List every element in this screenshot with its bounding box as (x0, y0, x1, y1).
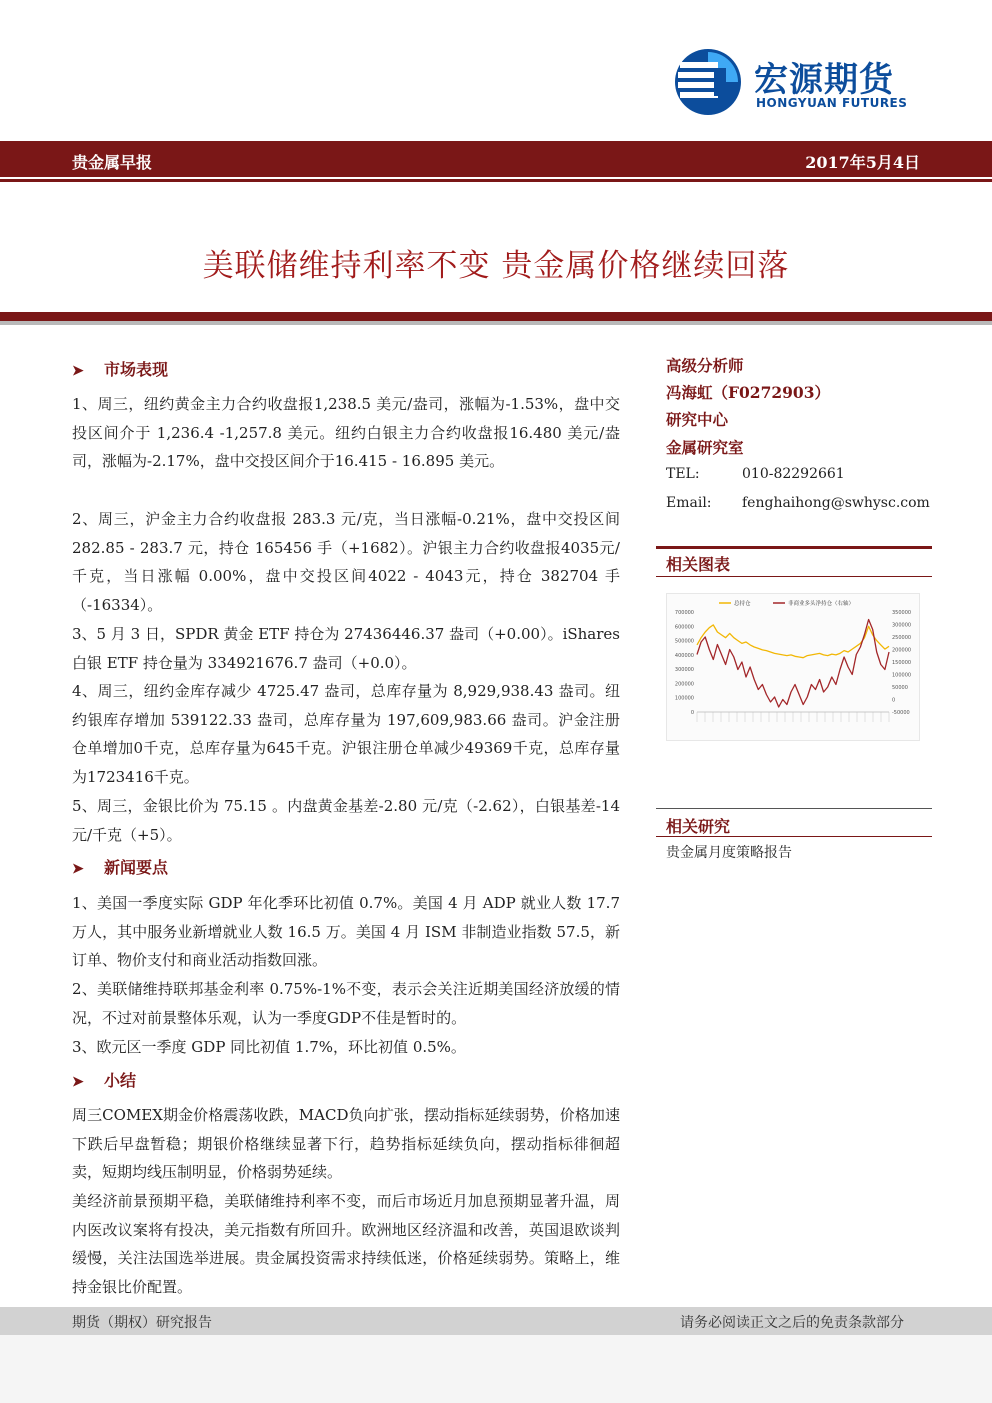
section-heading-summary (72, 1068, 136, 1091)
left-axis-tick-label: 100000 (674, 695, 694, 702)
positions-chart-svg (667, 594, 921, 742)
email-link[interactable]: fenghaihong@swhysc.com (742, 495, 930, 511)
related-charts-header (666, 546, 932, 576)
series-line (697, 620, 889, 708)
logo-name-cn: 宏源期货 (754, 60, 894, 100)
category-bar (0, 141, 992, 177)
footer-disclaimer: 请务必阅读正文之后的免责条款部分 (680, 1315, 904, 1331)
right-axis-tick-label: 150000 (892, 660, 912, 666)
summary-paragraph-2: 美经济前景预期平稳，美联储维持利率不变，而后市场近月加息预期显著升温，周内医改议案将有投决，美元指数有所回升。欧洲地区经济温和改善，英国退欧谈判缓慢，关注法国选举进展。贵金属投资需求持续低迷，价格延续弱势。策略上，维持金银比价配置。 (72, 1192, 620, 1296)
right-axis-tick-label: 350000 (892, 610, 912, 616)
market-paragraph-4: 4、周三，纽约金库存减少 4725.47 盎司，总库存量为 8,929,938.43 盎司。纽约银库存增加 539122.33 盎司，总库存量为 197,609,983.66 盎司。沪金注册仓单增加0千克，总库存量为645千克。沪银注册仓单减少49369千克，总库存量为1723416千克。 (72, 682, 620, 786)
left-axis-tick-label: 200000 (674, 681, 694, 688)
right-axis-tick-label: 50000 (892, 685, 908, 691)
right-axis-tick-label: 100000 (892, 672, 912, 679)
right-axis-tick-label: 0 (892, 697, 896, 704)
right-axis-tick-label: 250000 (892, 635, 912, 641)
arrow-bullet-icon: ➤ (72, 363, 84, 379)
page-header (0, 0, 992, 140)
news-paragraph-2: 2、美联储维持联邦基金利率 0.75%-1%不变，表示会关注近期美国经济放缓的情况，不过对前景整体乐观，认为一季度GDP不佳是暂时的。 (72, 980, 620, 1027)
legend-label: 总持仓 (734, 601, 751, 607)
report-body (0, 325, 992, 1307)
header-rule (656, 808, 932, 809)
market-paragraph-3: 3、5 月 3 日，SPDR 黄金 ETF 持仓为 27436446.37 盎司（+0.00）。iShares 白银 ETF 持仓量为 334921676.7 盎司（+0.0）。 (72, 625, 620, 672)
left-axis-tick-label: 600000 (674, 624, 694, 631)
arrow-bullet-icon: ➤ (72, 1074, 84, 1090)
logo-name-en: HONGYUAN FUTURES (756, 96, 908, 110)
header-underline (656, 836, 932, 837)
positions-chart (666, 593, 920, 741)
header-underline (656, 576, 932, 577)
related-research-link[interactable]: 贵金属月度策略报告 (666, 845, 792, 861)
legend-label: 非商业多头净持仓（右轴） (788, 601, 855, 607)
section-heading-market (72, 357, 168, 380)
email-row (666, 495, 930, 511)
section-title: 市场表现 (104, 360, 169, 379)
company-logo (674, 46, 924, 118)
hongyuan-logo-icon (674, 48, 742, 116)
title-divider (0, 312, 992, 321)
news-paragraph-1: 1、美国一季度实际 GDP 年化季环比初值 0.7%。美国 4 月 ADP 就业人数 17.7 万人，其中服务业新增就业人数 16.5 万。美国 4 月 ISM 非制造业指数 57.5，新订单、物价支付和商业活动指数回涨。 (72, 894, 620, 970)
page-bottom-margin (0, 1335, 992, 1403)
tel-row (666, 466, 845, 482)
section-title: 小结 (104, 1071, 137, 1090)
market-paragraph-5: 5、周三，金银比价为 75.15 。内盘黄金基差-2.80 元/克（-2.62），白银基差-14 元/千克（+5）。 (72, 797, 620, 844)
right-axis-tick-label: 300000 (892, 622, 912, 629)
related-charts-title: 相关图表 (666, 555, 731, 574)
analyst-name: 冯海虹（F0272903） (666, 383, 830, 402)
header-rule (656, 546, 932, 549)
tel-value: 010-82292661 (742, 466, 845, 482)
report-date: 2017年5月4日 (805, 153, 920, 172)
tel-label: TEL: (666, 466, 700, 482)
page-footer (0, 1307, 992, 1335)
right-axis-tick-label: 200000 (892, 647, 912, 654)
sub-department: 金属研究室 (666, 438, 744, 457)
market-paragraph-2: 2、周三，沪金主力合约收盘报 283.3 元/克，当日涨幅-0.21%，盘中交投区间 282.85 - 283.7 元，持仓 165456 手（+1682）。沪银主力合约收盘报4035元/千克，当日涨幅 0.00%，盘中交投区间4022 - 4043元，持仓 382704 手（-16334）。 (72, 510, 620, 614)
series-line (697, 625, 889, 658)
right-axis-tick-label: -50000 (892, 710, 910, 716)
summary-paragraph-1: 周三COMEX期金价格震荡收跌，MACD负向扩张，摆动指标延续弱势，价格加速下跌后早盘暂稳；期银价格继续显著下行，趋势指标延续负向，摆动指标徘徊超卖，短期均线压制明显，价格弱势延续。 (72, 1106, 620, 1182)
left-axis-tick-label: 400000 (674, 652, 694, 659)
department: 研究中心 (666, 410, 729, 429)
left-axis-tick-label: 300000 (674, 667, 694, 674)
analyst-role: 高级分析师 (666, 356, 744, 375)
related-research-title: 相关研究 (666, 817, 731, 836)
report-category: 贵金属早报 (72, 153, 153, 172)
related-research-header (666, 808, 932, 838)
section-title: 新闻要点 (104, 858, 169, 877)
left-axis-tick-label: 500000 (674, 638, 694, 645)
section-heading-news (72, 855, 168, 878)
news-paragraph-3: 3、欧元区一季度 GDP 同比初值 1.7%，环比初值 0.5%。 (72, 1038, 466, 1056)
arrow-bullet-icon: ➤ (72, 861, 84, 877)
left-axis-tick-label: 0 (690, 710, 694, 716)
report-title: 美联储维持利率不变 贵金属价格继续回落 (202, 248, 790, 284)
title-area (0, 182, 992, 312)
email-label: Email: (666, 495, 712, 511)
left-axis-tick-label: 700000 (674, 610, 694, 616)
market-paragraph-1: 1、周三，纽约黄金主力合约收盘报1,238.5 美元/盎司，涨幅为-1.53%，盘中交投区间介于 1,236.4 -1,257.8 美元。纽约白银主力合约收盘报16.480 美元/盎司，涨幅为-2.17%，盘中交投区间介于16.415 - 16.895 美元。 (72, 395, 620, 471)
footer-report-type: 期货（期权）研究报告 (72, 1315, 212, 1331)
